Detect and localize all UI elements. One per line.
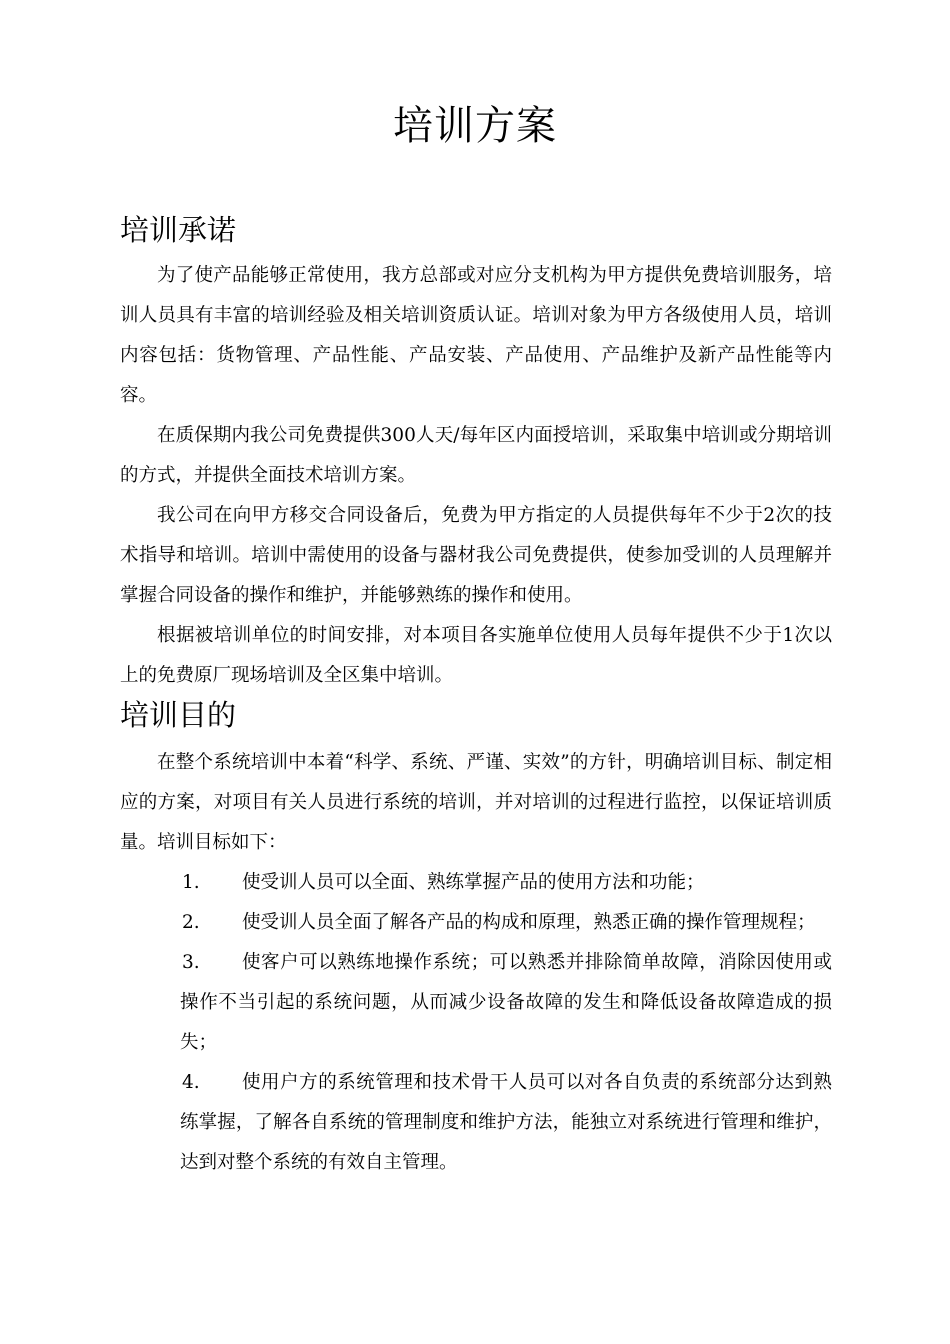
list-item-text: 使用户方的系统管理和技术骨干人员可以对各自负责的系统部分达到熟练掌握，了解各自系统的管理制度和维护方法，能独立对系统进行管理和维护，达到对整个系统的有效自主管理。: [180, 1072, 832, 1173]
list-item-number: 1.: [182, 872, 200, 893]
list-item-text: 使受训人员全面了解各产品的构成和原理，熟悉正确的操作管理规程；: [242, 912, 816, 933]
list-item-text: 使客户可以熟练地操作系统；可以熟悉并排除简单故障，消除因使用或操作不当引起的系统问题，从而减少设备故障的发生和降低设备故障造成的损失；: [180, 952, 832, 1053]
paragraph: 在质保期内我公司免费提供300人天/每年区内面授培训，采取集中培训或分期培训的方式，并提供全面技术培训方案。: [120, 425, 832, 486]
list-item: [120, 943, 832, 1063]
objectives-list: [120, 863, 832, 1183]
list-item: [120, 1063, 832, 1183]
paragraph: 为了使产品能够正常使用，我方总部或对应分支机构为甲方提供免费培训服务，培训人员具有丰富的培训经验及相关培训资质认证。培训对象为甲方各级使用人员，培训内容包括：货物管理、产品性能、产品安装、产品使用、产品维护及新产品性能等内容。: [120, 265, 832, 406]
section-heading-purpose: 培训目的: [120, 698, 237, 732]
paragraph: 在整个系统培训中本着“科学、系统、严谨、实效”的方针，明确培训目标、制定相应的方案，对项目有关人员进行系统的培训，并对培训的过程进行监控，以保证培训质量。培训目标如下：: [120, 752, 832, 853]
list-item: [120, 863, 832, 903]
list-item-number: 4.: [182, 1072, 200, 1093]
list-item-number: 3.: [182, 952, 200, 973]
list-item-text: 使受训人员可以全面、熟练掌握产品的使用方法和功能；: [242, 872, 705, 893]
section-heading-commitment: 培训承诺: [120, 213, 237, 247]
paragraph: 我公司在向甲方移交合同设备后，免费为甲方指定的人员提供每年不少于2次的技术指导和培训。培训中需使用的设备与器材我公司免费提供，使参加受训的人员理解并掌握合同设备的操作和维护，并能够熟练的操作和使用。: [120, 505, 832, 606]
list-item-number: 2.: [182, 912, 200, 933]
list-item: [120, 903, 832, 943]
document-title: 培训方案: [393, 103, 557, 149]
paragraph: 根据被培训单位的时间安排，对本项目各实施单位使用人员每年提供不少于1次以上的免费原厂现场培训及全区集中培训。: [120, 625, 832, 686]
